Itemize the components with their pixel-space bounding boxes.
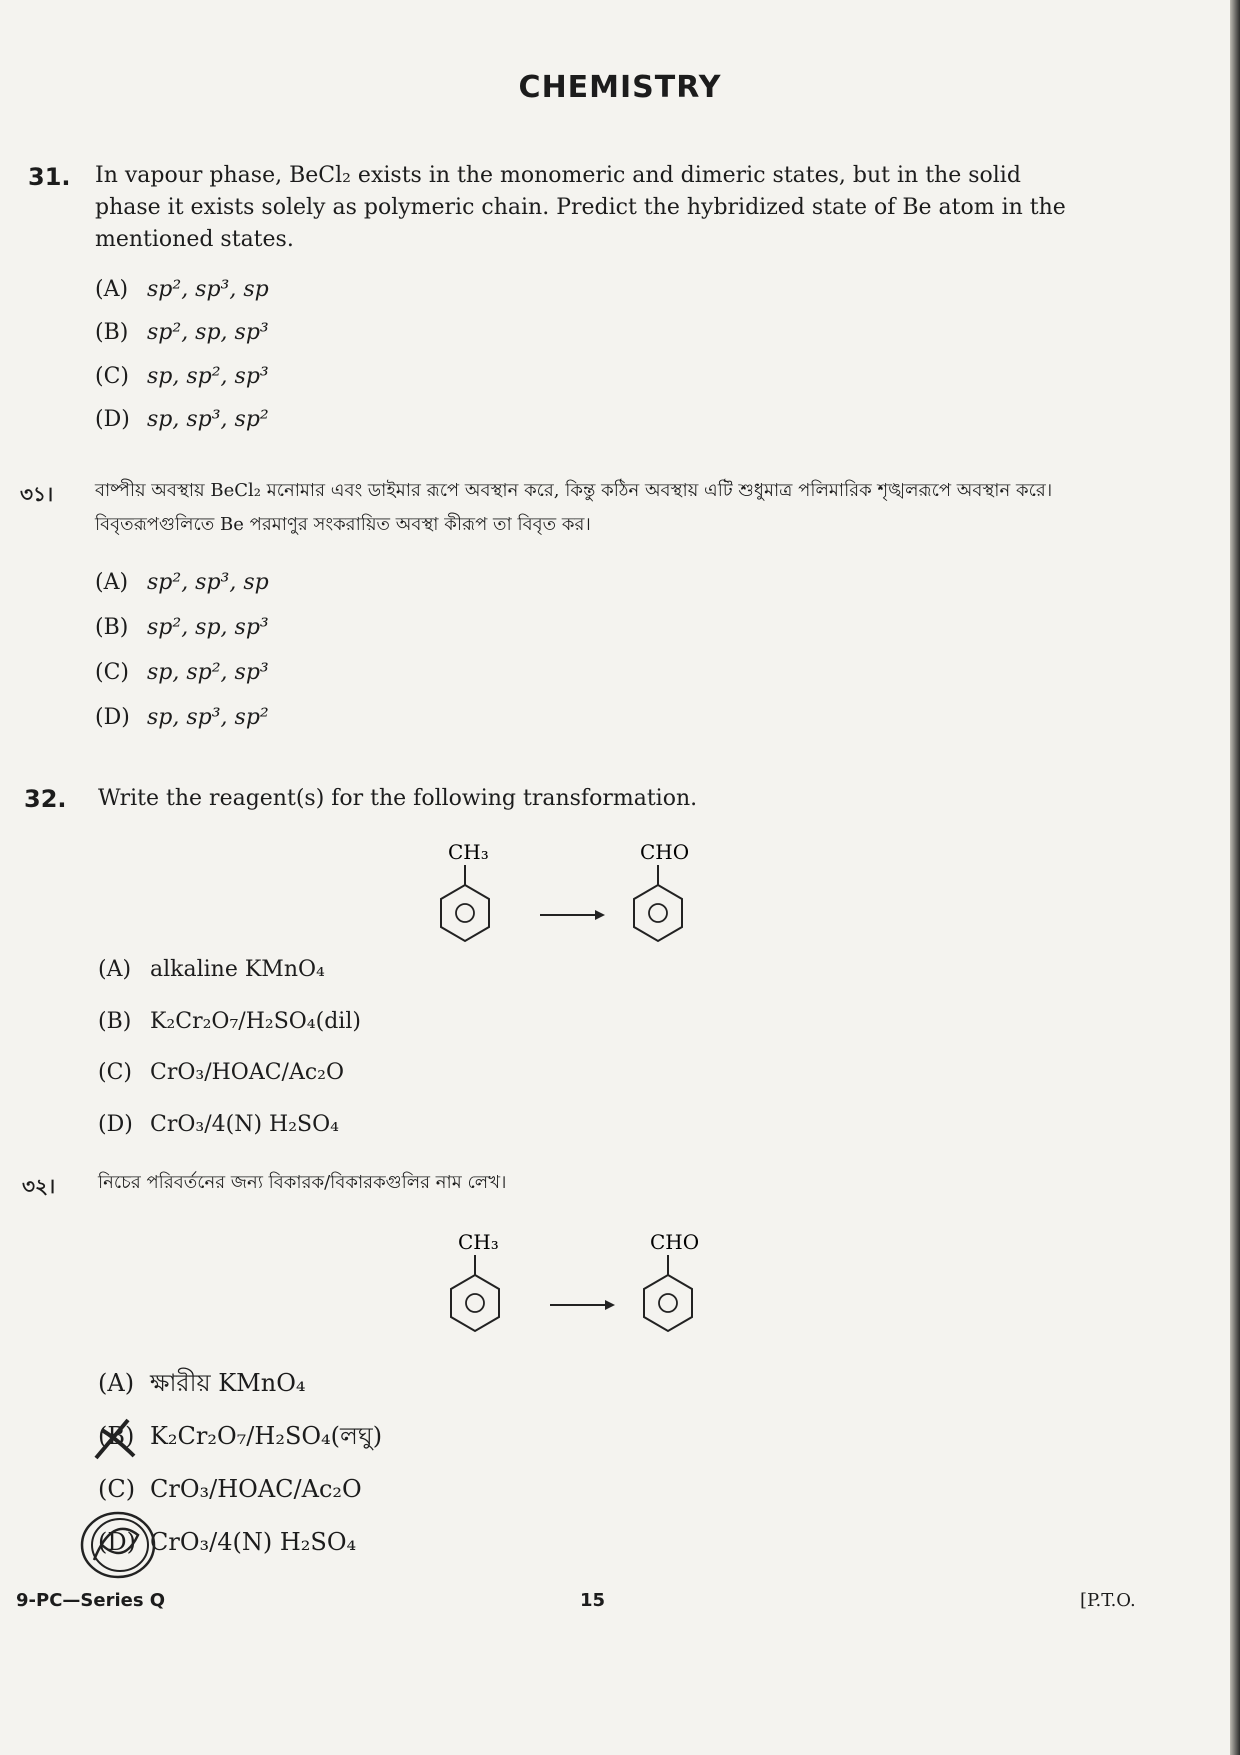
- q31-option-b: [95, 318, 269, 348]
- aromatic-circle: [456, 904, 474, 922]
- benzene-ring-icon: [451, 1275, 499, 1331]
- q31-bn-option-b: [95, 613, 269, 643]
- page-edge-shadow: [1230, 0, 1240, 1755]
- option-text: sp, sp², sp³: [147, 660, 269, 685]
- option-label: (C): [95, 660, 129, 685]
- reactant-substituent: CH₃: [448, 840, 489, 864]
- aromatic-circle: [649, 904, 667, 922]
- option-label: (A): [95, 570, 129, 595]
- option-label: (D): [98, 1528, 136, 1556]
- benzene-ring-icon: [634, 885, 682, 941]
- circled-answer-scribble-icon: [72, 1505, 162, 1585]
- option-text: sp, sp³, sp²: [147, 407, 269, 432]
- option-label: (D): [95, 407, 130, 432]
- option-label: (B): [95, 320, 129, 345]
- q31-bn-option-c: [95, 658, 269, 688]
- q32-option-d: [98, 1110, 339, 1140]
- option-label: (C): [98, 1060, 132, 1085]
- strike-mark-icon: [88, 1410, 148, 1470]
- option-label: (A): [95, 277, 129, 302]
- option-text: K₂Cr₂O₇/H₂SO₄(লঘু): [150, 1422, 383, 1450]
- option-label: (B): [98, 1009, 132, 1034]
- option-text: sp, sp², sp³: [147, 364, 269, 389]
- q32-bn-reaction-diagram: [440, 1225, 730, 1349]
- q31-bn-option-d: [95, 703, 269, 733]
- q31-bn-option-a: [95, 568, 269, 598]
- option-text: sp, sp³, sp²: [147, 705, 269, 730]
- arrow-head-icon: [595, 910, 605, 920]
- question-31-bn-number: ৩১।: [20, 482, 54, 506]
- q31-option-d: [95, 405, 269, 435]
- question-32-bn-number: ৩২।: [22, 1174, 56, 1198]
- q32-option-c: [98, 1058, 344, 1088]
- option-text: CrO₃/HOAC/Ac₂O: [150, 1060, 345, 1085]
- option-text: sp², sp, sp³: [147, 615, 269, 640]
- option-label: (D): [98, 1112, 133, 1137]
- footer-pto: [P.T.O.: [1080, 1590, 1136, 1611]
- question-32-text: Write the reagent(s) for the following transformation.: [98, 786, 698, 811]
- q31-option-a: [95, 275, 269, 305]
- aromatic-circle: [659, 1294, 677, 1312]
- option-label: (C): [98, 1475, 136, 1503]
- footer-page-number: 15: [580, 1590, 606, 1611]
- option-label: (A): [98, 957, 132, 982]
- question-31-text: In vapour phase, BeCl₂ exists in the monomeric and dimeric states, but in the solid phase it exists solely as polymeric chain. Predict the hybridized state of Be atom in the mentioned states.: [95, 163, 1066, 252]
- arrow-head-icon: [605, 1300, 615, 1310]
- option-text: CrO₃/4(N) H₂SO₄: [150, 1112, 339, 1137]
- option-label: (B): [98, 1422, 135, 1450]
- q32-option-a: [98, 955, 325, 985]
- footer-series: 9-PC—Series Q: [16, 1590, 166, 1611]
- benzene-ring-icon: [644, 1275, 692, 1331]
- q31-option-c: [95, 362, 269, 392]
- benzene-ring-icon: [441, 885, 489, 941]
- option-text: sp², sp³, sp: [147, 277, 269, 302]
- q32-bn-option-a: [98, 1368, 306, 1398]
- q32-bn-option-c: [98, 1474, 362, 1504]
- option-text: ক্ষারীয় KMnO₄: [150, 1369, 306, 1397]
- reactant-substituent: CH₃: [458, 1230, 499, 1254]
- option-label: (A): [98, 1369, 135, 1397]
- product-substituent: CHO: [640, 840, 690, 864]
- question-31-bn-text: বাষ্পীয় অবস্থায় BeCl₂ মনোমার এবং ডাইমার রূপে অবস্থান করে, কিন্তু কঠিন অবস্থায় এটি শুধুমাত্র পলিমারিক শৃঙ্খলরূপে অবস্থান করে। বিবৃতরূপগুলিতে Be পরমাণুর সংকরায়িত অবস্থা কীরূপ তা বিবৃত কর।: [95, 480, 1053, 535]
- product-substituent: CHO: [650, 1230, 700, 1254]
- option-text: K₂Cr₂O₇/H₂SO₄(dil): [150, 1009, 361, 1034]
- option-label: (D): [95, 705, 130, 730]
- option-text: CrO₃/HOAC/Ac₂O: [150, 1475, 362, 1503]
- question-32-bn-text: নিচের পরিবর্তনের জন্য বিকারক/বিকারকগুলির নাম লেখ।: [98, 1172, 507, 1193]
- section-title: CHEMISTRY: [518, 70, 722, 105]
- option-label: (B): [95, 615, 129, 640]
- option-text: sp², sp³, sp: [147, 570, 269, 595]
- option-text: CrO₃/4(N) H₂SO₄: [150, 1528, 357, 1556]
- q32-option-b: [98, 1007, 361, 1037]
- option-text: sp², sp, sp³: [147, 320, 269, 345]
- aromatic-circle: [466, 1294, 484, 1312]
- q32-reaction-diagram: [430, 835, 720, 959]
- option-text: alkaline KMnO₄: [150, 957, 325, 982]
- option-label: (C): [95, 364, 129, 389]
- question-32-number: 32.: [24, 785, 67, 813]
- question-31-number: 31.: [28, 163, 71, 191]
